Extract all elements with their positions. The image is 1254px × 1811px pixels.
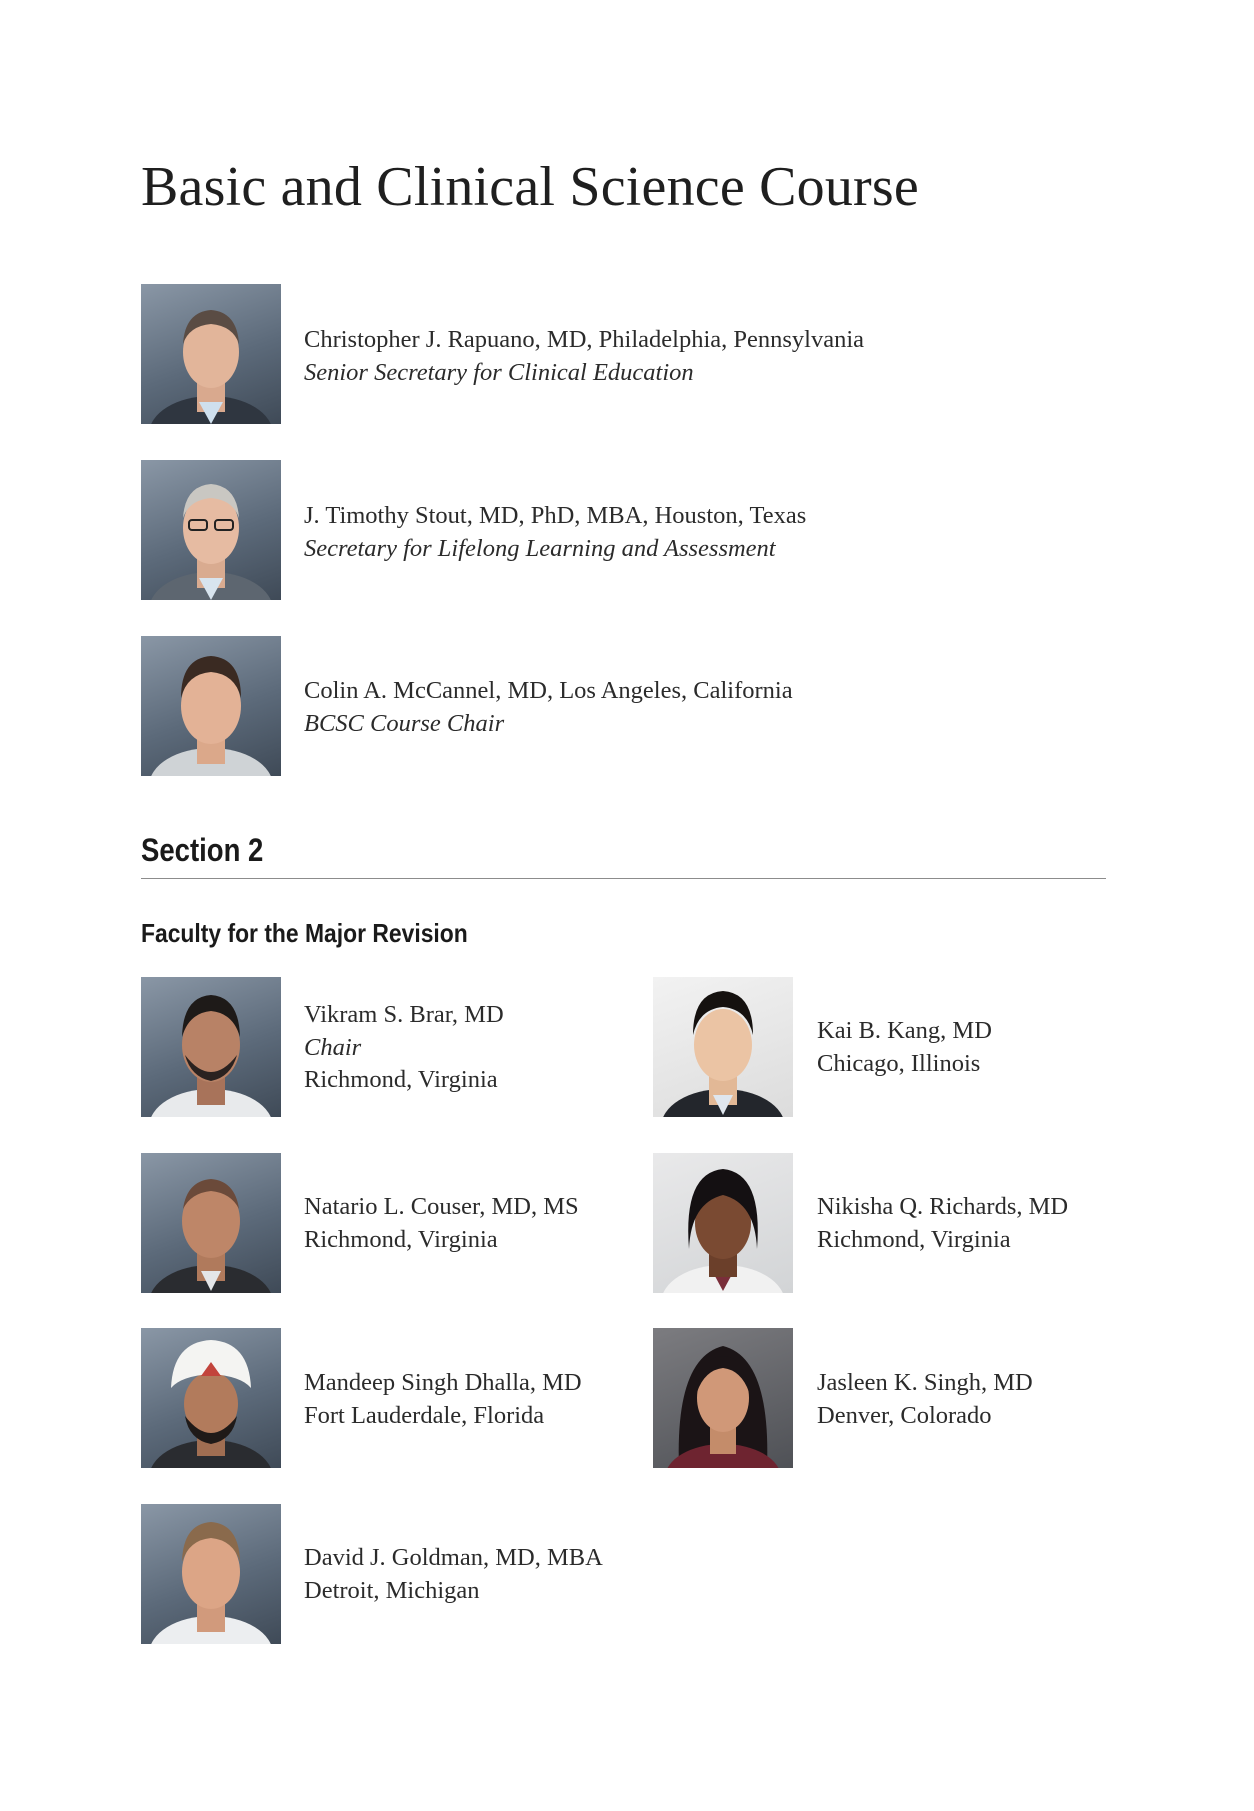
faculty-location: Richmond, Virginia (304, 1225, 498, 1253)
faculty-entry (304, 999, 504, 1097)
leader-role: Secretary for Lifelong Learning and Assessment (304, 534, 776, 562)
faculty-entry (817, 1191, 1068, 1256)
portrait-photo (141, 1504, 281, 1644)
section-heading: Section 2 (141, 832, 264, 868)
faculty-location: Richmond, Virginia (304, 1066, 498, 1093)
faculty-location: Detroit, Michigan (304, 1576, 480, 1604)
faculty-name: Jasleen K. Singh, MD (817, 1369, 1033, 1396)
portrait-photo (141, 977, 281, 1117)
faculty-entry (304, 1542, 603, 1607)
leader-name: Christopher J. Rapuano, MD, Philadelphia, Pennsylvania (304, 326, 865, 353)
section-divider (141, 878, 1106, 879)
portrait-photo (141, 460, 281, 600)
portrait-photo (653, 977, 793, 1117)
faculty-name: David J. Goldman, MD, MBA (304, 1544, 603, 1571)
portrait-photo (653, 1328, 793, 1468)
faculty-name: Mandeep Singh Dhalla, MD (304, 1369, 582, 1396)
portrait-photo (141, 284, 281, 424)
portrait-photo (653, 1153, 793, 1293)
leader-role: BCSC Course Chair (304, 709, 505, 737)
leader-entry (304, 324, 864, 389)
leader-name: J. Timothy Stout, MD, PhD, MBA, Houston, Texas (304, 502, 807, 529)
faculty-name: Kai B. Kang, MD (817, 1017, 992, 1044)
portrait-photo (141, 1328, 281, 1468)
leader-name: Colin A. McCannel, MD, Los Angeles, California (304, 677, 793, 704)
faculty-entry (304, 1367, 582, 1432)
faculty-location: Richmond, Virginia (817, 1225, 1011, 1253)
faculty-entry (304, 1191, 579, 1256)
faculty-name: Natario L. Couser, MD, MS (304, 1193, 579, 1220)
faculty-heading: Faculty for the Major Revision (141, 918, 468, 948)
portrait-photo (141, 636, 281, 776)
page-title: Basic and Clinical Science Course (141, 156, 919, 218)
leader-entry (304, 675, 793, 740)
faculty-name: Vikram S. Brar, MD (304, 1001, 504, 1028)
faculty-entry (817, 1367, 1033, 1432)
leader-entry (304, 500, 806, 565)
faculty-role: Chair (304, 1033, 362, 1061)
leader-role: Senior Secretary for Clinical Education (304, 358, 694, 386)
faculty-location: Denver, Colorado (817, 1401, 992, 1429)
faculty-name: Nikisha Q. Richards, MD (817, 1193, 1069, 1220)
portrait-photo (141, 1153, 281, 1293)
faculty-location: Chicago, Illinois (817, 1049, 981, 1077)
faculty-entry (817, 1015, 992, 1080)
faculty-location: Fort Lauderdale, Florida (304, 1401, 545, 1429)
